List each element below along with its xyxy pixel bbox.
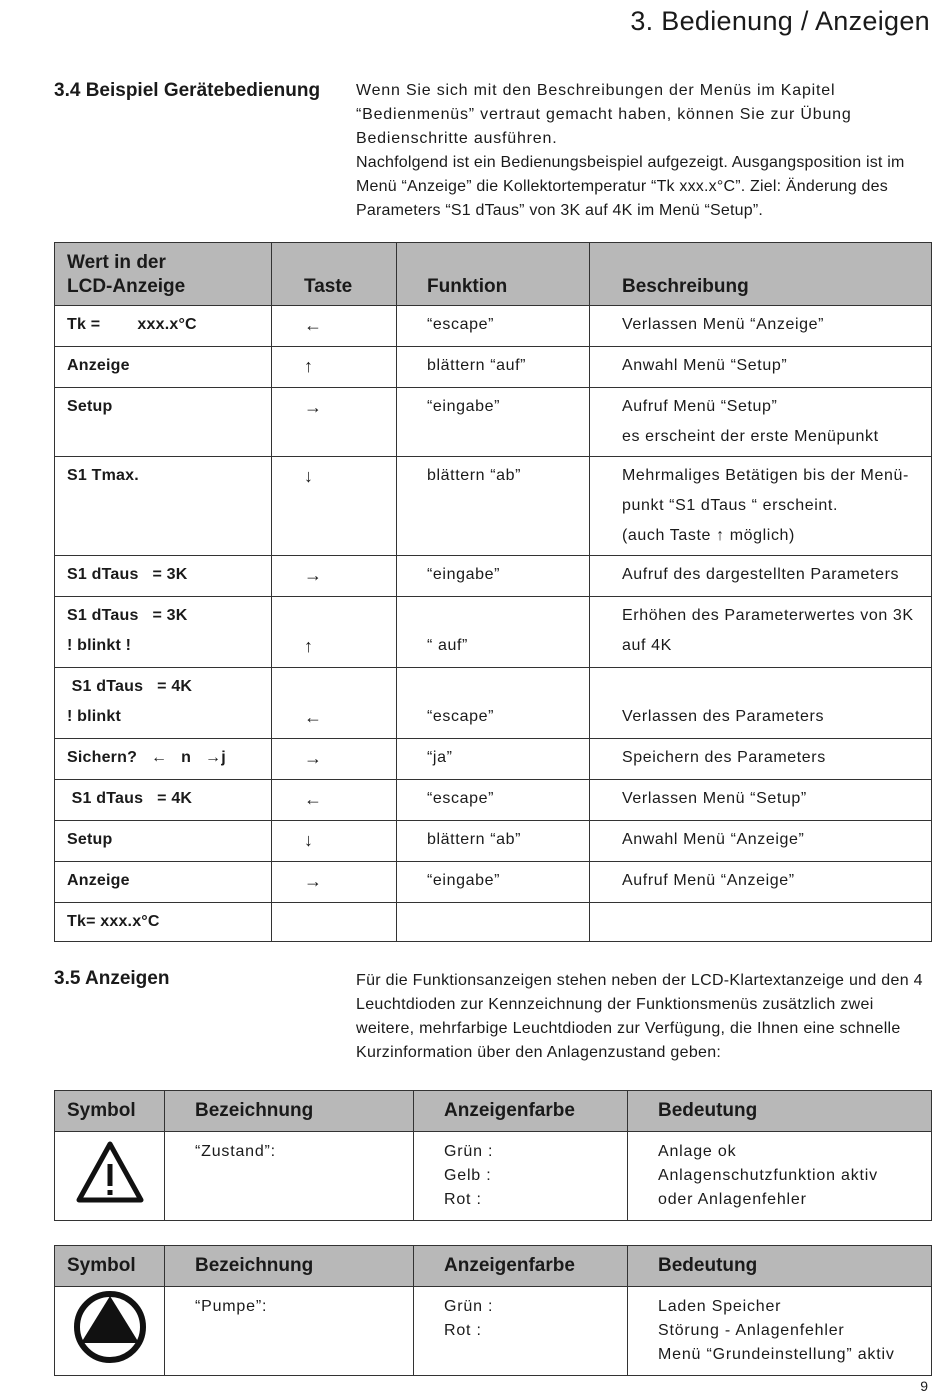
lcd-value-cell — [55, 347, 272, 388]
key-cell — [272, 556, 397, 597]
intro-paragraph-2: Nachfolgend ist ein Bedienungsbeispiel aufgezeigt. Ausgangsposition ist im Menü “Anzeige” die Kollektortemperatur “Tk xxx.x°C”. Ziel: Änderung des Parameters “S1 dTaus” von 3K auf 4K im Menü “Setup”. — [356, 154, 905, 219]
lcd-value-cell — [55, 862, 272, 903]
lcd-value: S1 dTaus = 4K — [67, 678, 193, 695]
zustand-meanings — [628, 1132, 932, 1221]
key-cell — [272, 821, 397, 862]
function-label: “eingabe” — [427, 398, 501, 415]
lcd-value-cell — [55, 668, 272, 739]
table-row — [55, 780, 932, 821]
arrow-right-icon: → — [304, 565, 323, 585]
lcd-value: Setup — [67, 398, 113, 415]
meaning-2: Störung - Anlagenfehler — [658, 1322, 845, 1339]
lcd-value: ! blinkt ! — [67, 637, 132, 654]
zustand-row — [55, 1132, 932, 1221]
description-cell — [590, 388, 932, 457]
pumpe-colors — [414, 1287, 628, 1376]
description-line: punkt “S1 dTaus “ erscheint. — [622, 497, 839, 514]
function-label: “escape” — [427, 790, 495, 807]
function-label: “eingabe” — [427, 566, 501, 583]
function-label: blättern “auf” — [427, 357, 527, 374]
header-bezeichnung: Bezeichnung — [165, 1091, 414, 1132]
table-row — [55, 862, 932, 903]
function-cell — [397, 739, 590, 780]
description-cell — [590, 597, 932, 668]
table-row — [55, 306, 932, 347]
function-cell — [397, 457, 590, 556]
arrow-right-icon: → — [304, 748, 323, 768]
key-cell — [272, 388, 397, 457]
lcd-value: Setup — [67, 831, 113, 848]
arrow-left-icon: ← — [304, 707, 323, 727]
table-row — [55, 556, 932, 597]
key-cell — [272, 306, 397, 347]
function-cell — [397, 388, 590, 457]
color-green: Grün : — [444, 1143, 494, 1160]
header-lcd-line2: LCD-Anzeige — [67, 276, 186, 297]
header-anzeigenfarbe: Anzeigenfarbe — [414, 1246, 628, 1287]
pumpe-row — [55, 1287, 932, 1376]
function-cell — [397, 597, 590, 668]
description-cell — [590, 862, 932, 903]
function-cell — [397, 862, 590, 903]
header-function: Funktion — [397, 243, 590, 306]
function-cell — [397, 306, 590, 347]
description-line: Verlassen des Parameters — [622, 708, 825, 725]
key-cell — [272, 739, 397, 780]
color-red: Rot : — [444, 1191, 482, 1208]
description-line: Verlassen Menü “Anzeige” — [622, 316, 825, 333]
function-cell — [397, 821, 590, 862]
description-line: Mehrmaliges Betätigen bis der Menü- — [622, 467, 909, 484]
lcd-value-cell — [55, 597, 272, 668]
description-cell — [590, 739, 932, 780]
header-bedeutung: Bedeutung — [628, 1246, 932, 1287]
arrow-left-icon: ← — [304, 789, 323, 809]
arrow-up-icon: ↑ — [304, 636, 314, 656]
arrow-down-icon: ↓ — [304, 466, 314, 486]
lcd-value: Anzeige — [67, 357, 130, 374]
lcd-value-cell — [55, 457, 272, 556]
arrow-left-icon: ← — [304, 315, 323, 335]
chapter-title: 3. Bedienung / Anzeigen — [630, 6, 930, 36]
meaning-2: Anlagenschutzfunktion aktiv — [658, 1167, 878, 1184]
arrow-down-icon: ↓ — [304, 830, 314, 850]
intro-paragraph-1: Wenn Sie sich mit den Beschreibungen der Menüs im Kapitel “Bedienmenüs” vertraut gemacht haben, können Sie zur Übung Bedienschritte ausführen. — [356, 82, 852, 147]
description-line: Speichern des Parameters — [622, 749, 826, 766]
description-line: Anwahl Menü “Anzeige” — [622, 831, 805, 848]
header-bezeichnung: Bezeichnung — [165, 1246, 414, 1287]
meaning-1: Laden Speicher — [658, 1298, 782, 1315]
arrow-right-icon: → — [304, 871, 323, 891]
lcd-value: Tk = xxx.x°C — [67, 316, 197, 333]
lcd-value: S1 dTaus = 4K — [67, 790, 193, 807]
description-line: Aufruf Menü “Setup” — [622, 398, 778, 415]
color-red: Rot : — [444, 1322, 482, 1339]
header-anzeigenfarbe: Anzeigenfarbe — [414, 1091, 628, 1132]
lcd-value-cell — [55, 821, 272, 862]
section-3-4-heading: 3.4 Beispiel Gerätebedienung — [54, 80, 321, 101]
color-yellow: Gelb : — [444, 1167, 492, 1184]
function-cell — [397, 556, 590, 597]
pumpe-meanings — [628, 1287, 932, 1376]
header-bedeutung: Bedeutung — [628, 1091, 932, 1132]
table-row — [55, 347, 932, 388]
section-3-5-heading: 3.5 Anzeigen — [54, 968, 170, 989]
pumpe-table — [54, 1245, 932, 1376]
table-row — [55, 457, 932, 556]
key-cell — [272, 780, 397, 821]
header-symbol: Symbol — [55, 1246, 165, 1287]
description-cell — [590, 903, 932, 942]
function-cell — [397, 903, 590, 942]
key-cell — [272, 597, 397, 668]
description-cell — [590, 668, 932, 739]
lcd-value-cell — [55, 306, 272, 347]
table-row — [55, 821, 932, 862]
table-row — [55, 668, 932, 739]
lcd-value: Anzeige — [67, 872, 130, 889]
description-line: es erscheint der erste Menüpunkt — [622, 428, 879, 445]
zustand-symbol-cell — [55, 1132, 165, 1221]
description-cell — [590, 347, 932, 388]
function-label: blättern “ab” — [427, 831, 522, 848]
header-description: Beschreibung — [590, 243, 932, 306]
zustand-name: “Zustand”: — [165, 1132, 414, 1221]
color-green: Grün : — [444, 1298, 494, 1315]
description-cell — [590, 556, 932, 597]
table-row — [55, 388, 932, 457]
lcd-value: Sichern? ← n →j — [67, 749, 226, 766]
header-key: Taste — [272, 243, 397, 306]
table-row — [55, 903, 932, 942]
section-3-4-intro — [356, 79, 930, 223]
header-symbol: Symbol — [55, 1091, 165, 1132]
function-cell — [397, 347, 590, 388]
lcd-value: S1 dTaus = 3K — [67, 607, 188, 624]
description-line: auf 4K — [622, 637, 672, 654]
description-line: Aufruf des dargestellten Parameters — [622, 566, 900, 583]
key-cell — [272, 903, 397, 942]
arrow-up-icon: ↑ — [304, 356, 314, 376]
function-cell — [397, 668, 590, 739]
warning-triangle-icon — [75, 1139, 145, 1205]
zustand-table — [54, 1090, 932, 1221]
key-cell — [272, 457, 397, 556]
pumpe-symbol-cell — [55, 1287, 165, 1376]
function-cell — [397, 780, 590, 821]
zustand-header-row — [55, 1091, 932, 1132]
description-cell — [590, 780, 932, 821]
pumpe-name: “Pumpe”: — [165, 1287, 414, 1376]
meaning-1: Anlage ok — [658, 1143, 737, 1160]
description-line: Anwahl Menü “Setup” — [622, 357, 788, 374]
header-lcd-line1: Wert in der — [67, 252, 166, 273]
key-cell — [272, 347, 397, 388]
description-line: Erhöhen des Parameterwertes von 3K — [622, 607, 914, 624]
lcd-value: Tk= xxx.x°C — [67, 913, 160, 930]
section-3-5-intro: Für die Funktionsanzeigen stehen neben der LCD-Klartextanzeige und den 4 Leuchtdioden zur Kennzeichnung der Funktionsmenüs zusätzlich zwei weitere, mehrfarbige Leuchtdioden zur Verfügung, die Ihnen eine schnelle Kurzinformation über den Anlagenzustand geben: — [356, 972, 923, 1061]
description-line: (auch Taste ↑ möglich) — [622, 527, 795, 544]
description-cell — [590, 821, 932, 862]
pumpe-header-row — [55, 1246, 932, 1287]
arrow-right-icon: → — [304, 397, 323, 417]
description-cell — [590, 457, 932, 556]
function-label: “ auf” — [427, 637, 468, 654]
lcd-value-cell — [55, 739, 272, 780]
description-line: Aufruf Menü “Anzeige” — [622, 872, 795, 889]
table-header-row — [55, 243, 932, 306]
table-row — [55, 739, 932, 780]
function-label: “escape” — [427, 708, 495, 725]
function-label: blättern “ab” — [427, 467, 522, 484]
lcd-value-cell — [55, 556, 272, 597]
description-line: Verlassen Menü “Setup” — [622, 790, 807, 807]
lcd-value-cell — [55, 903, 272, 942]
function-label: “eingabe” — [427, 872, 501, 889]
function-label: “ja” — [427, 749, 453, 766]
table-row — [55, 597, 932, 668]
function-label: “escape” — [427, 316, 495, 333]
description-cell — [590, 306, 932, 347]
key-cell — [272, 668, 397, 739]
meaning-3: Menü “Grundeinstellung” aktiv — [658, 1346, 895, 1363]
operation-example-table — [54, 242, 932, 942]
lcd-value-cell — [55, 780, 272, 821]
header-lcd — [55, 243, 272, 306]
lcd-value: ! blinkt — [67, 708, 122, 725]
zustand-colors — [414, 1132, 628, 1221]
lcd-value: S1 dTaus = 3K — [67, 566, 188, 583]
pump-icon — [72, 1289, 148, 1365]
page-number: 9 — [920, 1378, 928, 1394]
lcd-value-cell — [55, 388, 272, 457]
lcd-value: S1 Tmax. — [67, 467, 139, 484]
meaning-3: oder Anlagenfehler — [658, 1191, 807, 1208]
key-cell — [272, 862, 397, 903]
